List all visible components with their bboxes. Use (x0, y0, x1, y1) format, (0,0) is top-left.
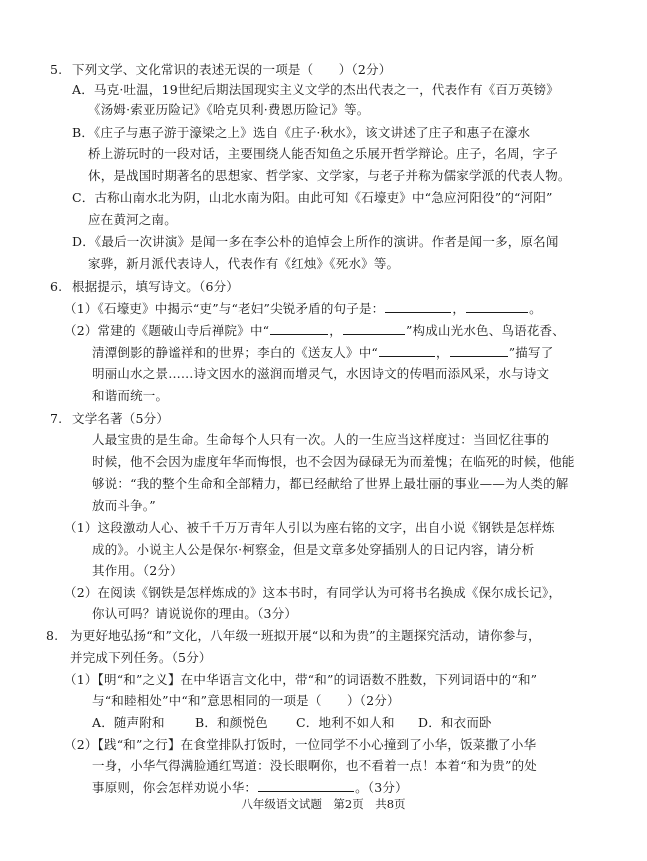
sub-question-2-line-3: 明丽山水之景……诗文因水的滋润而增灵气，水因诗文的传唱而添风采，水与诗文 (92, 366, 550, 381)
sub-question-1-line-2: 成的》。小说主人公是保尔·柯察金，但是文章多处穿插别人的日记内容，请分析 (92, 542, 535, 557)
question-stem-line-1: 为更好地弘扬“和”文化，八年级一班拟开展“以和为贵”的主题探究活动，请你参与， (70, 628, 541, 643)
sub-question-1-line-1: （1）【明“和”之义】在中华语言文化中，带“和”的词语数不胜数，下列词语中的“和” (64, 672, 538, 687)
punctuation: ， (436, 345, 449, 360)
sub-question-2-line-3 (92, 779, 408, 796)
answer-blank[interactable] (466, 300, 528, 313)
answer-blank[interactable] (385, 300, 451, 313)
option-a-line-1: A．马克·吐温，19世纪后期法国现实主义文学的杰出代表之一，代表作有《百万英镑》 (72, 82, 559, 97)
sub-question-2-line-4: 和谐而统一。 (92, 388, 169, 403)
sub-question-2-line-2: 你认可吗？请说说你的理由。（3分） (92, 606, 298, 621)
sub-question-text: （1）《石壕吏》中揭示“吏”与“老妇”尖锐矛盾的句子是： (64, 301, 385, 316)
sub-question-2-line-2: 一身，小华气得满脸通红骂道：没长眼啊你，也不看着一点！本着“和为贵”的处 (92, 758, 537, 773)
quote-line-3: 够说：“我的整个生命和全部精力，都已经献给了世界上最壮丽的事业——为人类的解 (92, 476, 569, 491)
sub-question-text: 清潭倒影的静谧祥和的世界；李白的《送友人》中“ (92, 345, 378, 360)
question-number: 5. (50, 62, 63, 77)
answer-blank[interactable] (379, 344, 435, 357)
sub-question-text: 事原则，你会怎样劝说小华： (92, 780, 258, 795)
page-footer: 八年级语文试题 第2页 共8页 (241, 797, 406, 811)
question-stem: 下列文学、文化常识的表述无误的一项是（ ）（2分） (72, 62, 392, 77)
sub-question-1-line-1: （1）这段激动人心、被千千万万青年人引以为座右铭的文字，出自小说《钢铁是怎样炼 (64, 520, 555, 535)
option-b-line-3: 休，是战国时期著名的思想家、哲学家、文学家，与老子并称为儒家学派的代表人物。 (88, 168, 571, 183)
punctuation: 。 (529, 301, 542, 316)
punctuation: ， (452, 301, 466, 316)
answer-blank[interactable] (450, 344, 508, 357)
question-stem: 文学名著（5分） (72, 411, 170, 426)
quote-line-4: 放而斗争。” (92, 498, 156, 513)
option-a-line-2: 《汤姆·索亚历险记》《哈克贝利·费恩历险记》等。 (88, 102, 370, 117)
option-c-line-1: C．古称山南水北为阴，山北水南为阳。由此可知《石壕吏》中“急应河阳役”的“河阳” (72, 190, 553, 205)
answer-blank[interactable] (343, 322, 405, 335)
option-d-line-1: D．《最后一次讲演》是闻一多在李公朴的追悼会上所作的演讲。作者是闻一多，原名闻 (72, 234, 559, 249)
sub-question-1 (64, 300, 542, 317)
option-a: A．随声附和 (92, 715, 165, 730)
option-c-line-2: 应在黄河之南。 (88, 212, 177, 227)
option-d-line-2: 家骅，新月派代表诗人，代表作有《红烛》《死水》等。 (88, 256, 400, 271)
question-number: 7. (50, 411, 63, 426)
sub-question-text: 。（3分） (355, 780, 408, 795)
answer-blank[interactable] (270, 322, 328, 335)
option-c: C．地利不如人和 (296, 715, 395, 730)
sub-question-2-line-1: （2）在阅读《钢铁是怎样炼成的》这本书时，有同学认为可将书名换成《保尔成长记》， (64, 585, 562, 600)
question-number: 8. (46, 628, 59, 643)
sub-question-1-line-3: 其作用。（2分） (92, 563, 183, 578)
sub-question-text: （2）常建的《题破山寺后禅院》中“ (64, 323, 270, 338)
sub-question-1-line-2: 与“和睦相处”中“和”意思相同的一项是（ ）（2分） (92, 693, 400, 708)
sub-question-text: ”构成山光水色、鸟语花香、 (405, 323, 565, 338)
question-stem-line-2: 并完成下列任务。（5分） (70, 650, 212, 665)
sub-question-text: ”描写了 (508, 345, 554, 360)
quote-line-2: 时候，他不会因为虚度年华而悔恨，也不会因为碌碌无为而羞愧；在临死的时候，他能 (92, 454, 575, 469)
option-b-line-2: 桥上游玩时的一段对话，主要围绕人能否知鱼之乐展开哲学辩论。庄子，名周，字子 (88, 146, 558, 161)
punctuation: ， (329, 323, 342, 338)
sub-question-2-line-1: （2）【践“和”之行】在食堂排队打饭时，一位同学不小心撞到了小华，饭菜撒了小华 (64, 737, 537, 752)
question-stem: 根据提示，填写诗文。（6分） (72, 279, 240, 294)
option-b: B．和颜悦色 (195, 715, 268, 730)
option-b-line-1: B．《庄子与惠子游于濠梁之上》选自《庄子·秋水》，该文讲述了庄子和惠子在濠水 (72, 125, 531, 140)
answer-blank[interactable] (258, 779, 354, 792)
quote-line-1: 人最宝贵的是生命。生命每个人只有一次。人的一生应当这样度过：当回忆往事的 (92, 432, 550, 447)
option-d: D．和衣而卧 (418, 715, 492, 730)
sub-question-2-line-1 (64, 322, 565, 339)
question-number: 6. (50, 279, 63, 294)
sub-question-2-line-2 (92, 344, 553, 361)
